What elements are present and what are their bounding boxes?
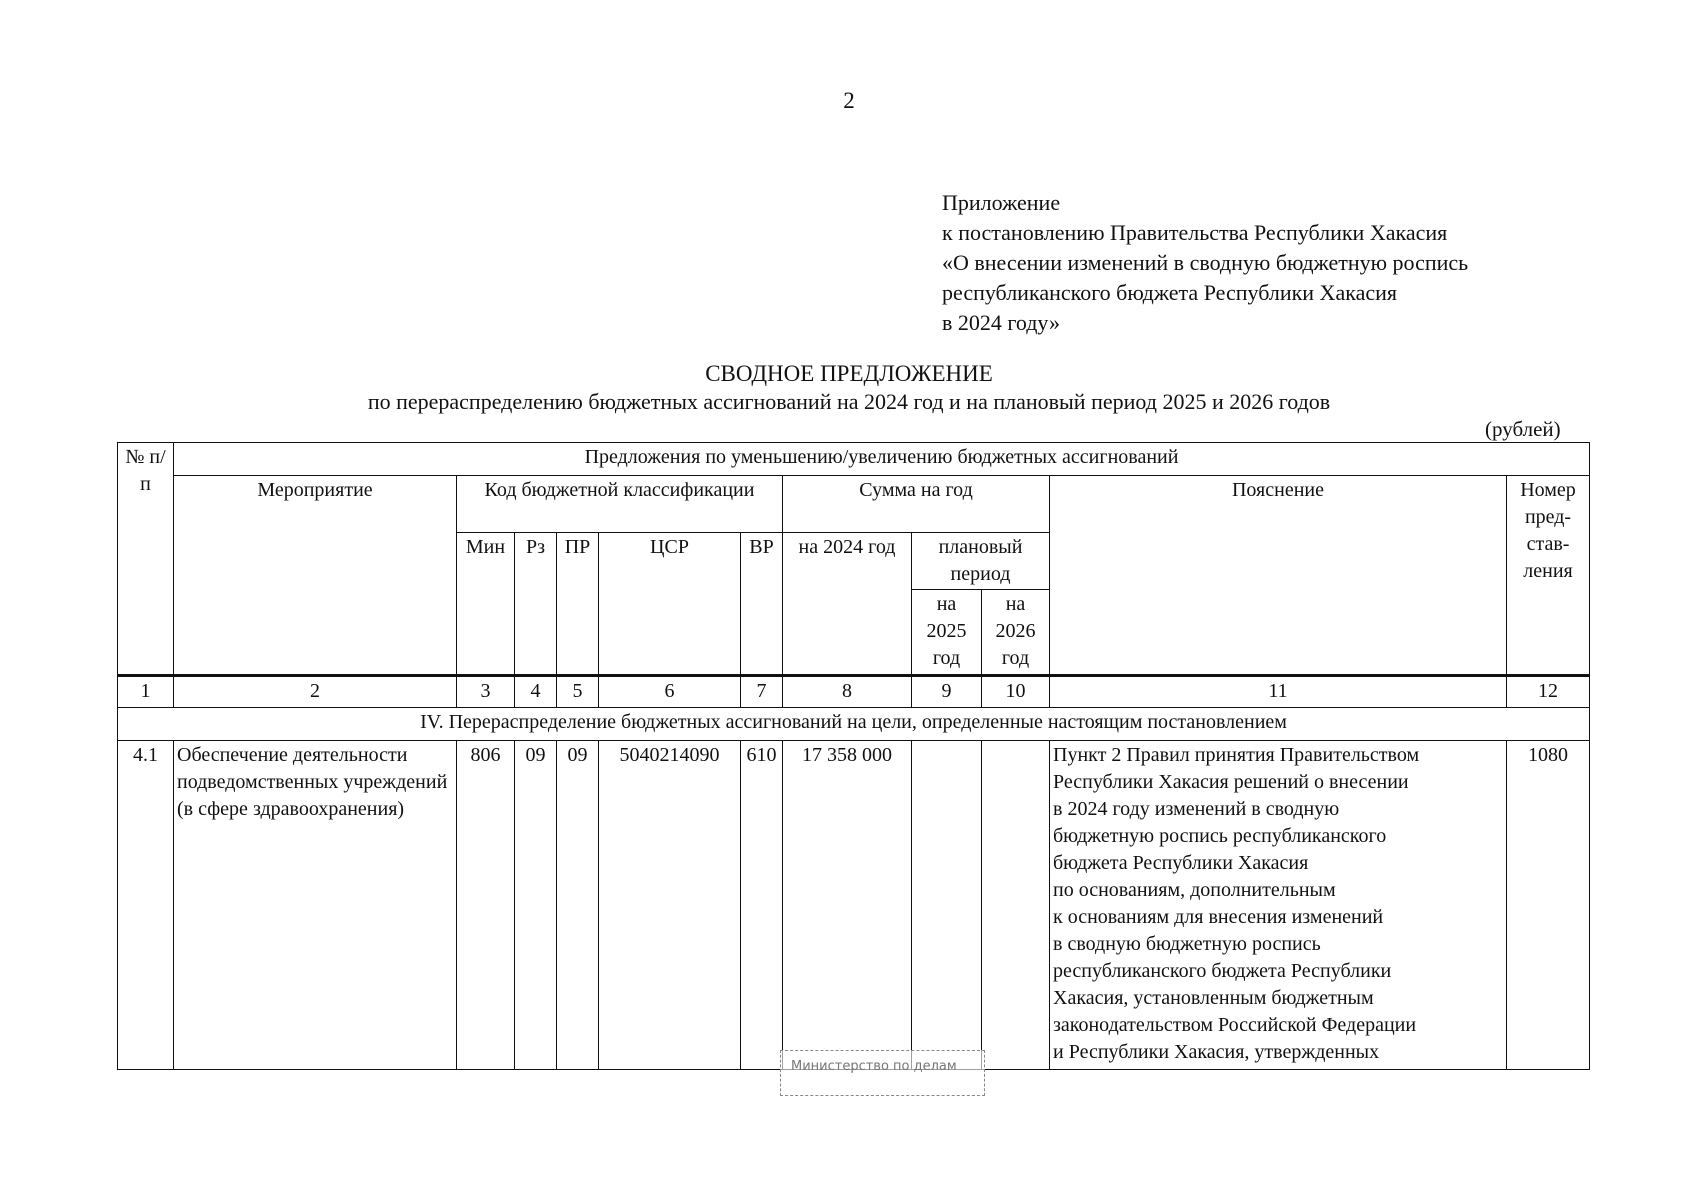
column-number: 4 [515, 676, 557, 708]
column-number: 9 [912, 676, 982, 708]
header-vr: ВР [741, 533, 783, 676]
header-planned-period: плановый период [912, 533, 1050, 590]
column-number: 7 [741, 676, 783, 708]
explanation-line: к основаниям для внесения изменений [1053, 906, 1384, 928]
column-number: 11 [1050, 676, 1507, 708]
header-year-2024: на 2024 год [783, 533, 912, 676]
column-number: 12 [1507, 676, 1590, 708]
row-num: 4.1 [118, 741, 174, 1070]
appendix-line: Приложение [942, 190, 1061, 215]
header-submission-number: Номер пред-став-ления [1507, 476, 1590, 676]
row-min: 806 [457, 741, 515, 1070]
document-subtitle: по перераспределению бюджетных ассигнований на 2024 год и на плановый период 2025 и 2026 годов [367, 389, 1331, 414]
row-csr: 5040214090 [599, 741, 741, 1070]
explanation-line: бюджетную роспись республиканского [1053, 825, 1387, 847]
explanation-line: по основаниям, дополнительным [1053, 879, 1336, 901]
column-number: 8 [783, 676, 912, 708]
appendix-line: республиканского бюджета Республики Хакасия [942, 280, 1397, 305]
appendix-line: к постановлению Правительства Республики Хакасия [942, 220, 1448, 245]
appendix-line: в 2024 году» [942, 310, 1060, 335]
column-number: 2 [174, 676, 457, 708]
explanation-line: и Республики Хакасия, утвержденных [1053, 1041, 1380, 1063]
explanation-line: бюджета Республики Хакасия [1053, 852, 1309, 874]
row-pr: 09 [557, 741, 599, 1070]
column-number: 5 [557, 676, 599, 708]
row-sum-2024: 17 358 000 [783, 741, 912, 1070]
row-submission-number: 1080 [1507, 741, 1590, 1070]
stamp-text: Министерство по делам [791, 1059, 957, 1074]
explanation-line: республиканского бюджета Республики [1053, 960, 1392, 982]
row-explanation [1050, 741, 1507, 1070]
header-min: Мин [457, 533, 515, 676]
budget-table [117, 442, 1590, 1070]
section-title: IV. Перераспределение бюджетных ассигнований на цели, определенные настоящим постановлением [118, 708, 1590, 741]
explanation-line: Пункт 2 Правил принятия Правительством [1053, 744, 1420, 766]
header-rz: Рз [515, 533, 557, 676]
header-event: Мероприятие [174, 476, 457, 676]
explanation-line: в сводную бюджетную роспись [1053, 933, 1321, 955]
column-number: 3 [457, 676, 515, 708]
header-year-2025: на 2025 год [912, 590, 982, 676]
units-label: (рублей) [1485, 417, 1561, 441]
header-explanation: Пояснение [1050, 476, 1507, 676]
header-year-2026: на 2026 год [982, 590, 1050, 676]
header-csr: ЦСР [599, 533, 741, 676]
explanation-line: в 2024 году изменений в сводную [1053, 798, 1340, 820]
row-rz: 09 [515, 741, 557, 1070]
column-number: 1 [118, 676, 174, 708]
row-sum-2025 [912, 741, 982, 1070]
document-title: СВОДНОЕ ПРЕДЛОЖЕНИЕ [705, 361, 993, 386]
appendix-line: «О внесении изменений в сводную бюджетную роспись [942, 250, 1469, 275]
explanation-line: Республики Хакасия решений о внесении [1053, 771, 1409, 793]
ministry-stamp [780, 1050, 985, 1096]
header-num: № п/п [118, 443, 174, 676]
header-sum: Сумма на год [783, 476, 1050, 533]
header-pr: ПР [557, 533, 599, 676]
row-event: Обеспечение деятельности подведомственных учреждений (в сфере здравоохранения) [174, 741, 457, 1070]
page-number: 2 [843, 88, 855, 113]
table-row [118, 741, 1590, 1070]
appendix-block [942, 188, 1468, 338]
header-code: Код бюджетной классификации [457, 476, 783, 533]
explanation-line: Хакасия, установленным бюджетным [1053, 987, 1374, 1009]
header-proposals: Предложения по уменьшению/увеличению бюджетных ассигнований [174, 443, 1590, 476]
row-vr: 610 [741, 741, 783, 1070]
row-sum-2026 [982, 741, 1050, 1070]
column-number: 10 [982, 676, 1050, 708]
explanation-line: законодательством Российской Федерации [1053, 1014, 1417, 1036]
column-number: 6 [599, 676, 741, 708]
